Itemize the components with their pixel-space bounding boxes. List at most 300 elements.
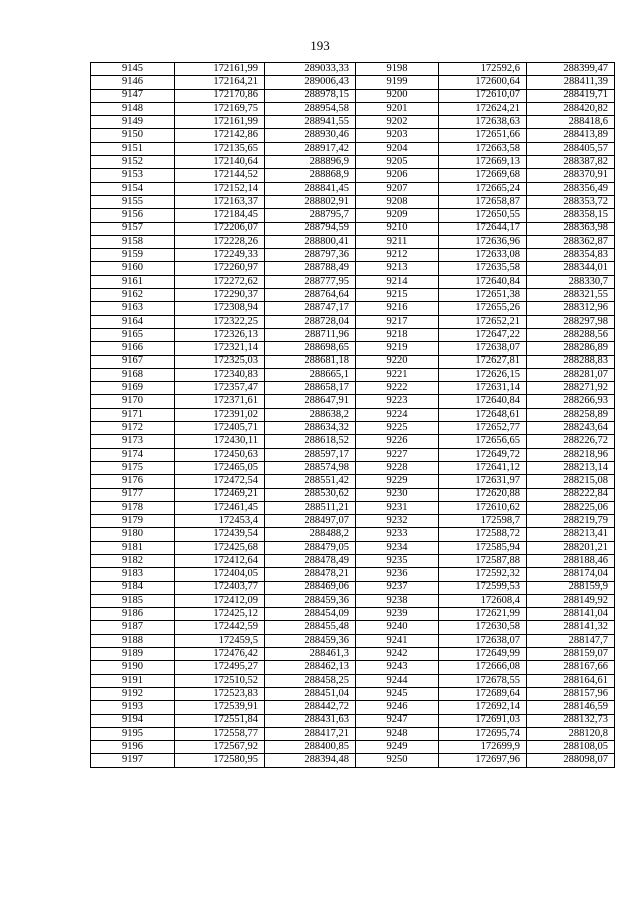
y-coordinate-cell: 288454,09 <box>265 608 356 621</box>
point-number-cell: 9159 <box>91 249 175 262</box>
y-coordinate-cell: 288222,84 <box>527 488 615 501</box>
table-row <box>91 608 615 621</box>
y-coordinate-cell: 288363,98 <box>527 222 615 235</box>
y-coordinate-cell: 289033,33 <box>265 63 356 76</box>
point-number-cell: 9223 <box>356 395 439 408</box>
point-number-cell: 9147 <box>91 89 175 102</box>
y-coordinate-cell: 288147,7 <box>527 634 615 647</box>
point-number-cell: 9185 <box>91 594 175 607</box>
y-coordinate-cell: 288344,01 <box>527 262 615 275</box>
point-number-cell: 9203 <box>356 129 439 142</box>
point-number-cell: 9193 <box>91 701 175 714</box>
y-coordinate-cell: 288800,41 <box>265 235 356 248</box>
table-row <box>91 235 615 248</box>
table-row <box>91 76 615 89</box>
point-number-cell: 9244 <box>356 674 439 687</box>
x-coordinate-cell: 172636,96 <box>439 235 527 248</box>
point-number-cell: 9162 <box>91 289 175 302</box>
y-coordinate-cell: 288218,96 <box>527 448 615 461</box>
x-coordinate-cell: 172638,07 <box>439 634 527 647</box>
y-coordinate-cell: 288362,87 <box>527 235 615 248</box>
x-coordinate-cell: 172450,63 <box>175 448 265 461</box>
x-coordinate-cell: 172357,47 <box>175 382 265 395</box>
x-coordinate-cell: 172442,59 <box>175 621 265 634</box>
point-number-cell: 9180 <box>91 528 175 541</box>
table-row <box>91 594 615 607</box>
x-coordinate-cell: 172326,13 <box>175 328 265 341</box>
x-coordinate-cell: 172551,84 <box>175 714 265 727</box>
y-coordinate-cell: 288497,07 <box>265 515 356 528</box>
y-coordinate-cell: 288681,18 <box>265 355 356 368</box>
y-coordinate-cell: 288370,91 <box>527 169 615 182</box>
y-coordinate-cell: 288213,41 <box>527 528 615 541</box>
y-coordinate-cell: 288394,48 <box>265 754 356 767</box>
y-coordinate-cell: 288411,39 <box>527 76 615 89</box>
x-coordinate-cell: 172644,17 <box>439 222 527 235</box>
point-number-cell: 9165 <box>91 328 175 341</box>
y-coordinate-cell: 288225,06 <box>527 501 615 514</box>
x-coordinate-cell: 172652,21 <box>439 315 527 328</box>
x-coordinate-cell: 172430,11 <box>175 435 265 448</box>
y-coordinate-cell: 288420,82 <box>527 102 615 115</box>
point-number-cell: 9182 <box>91 554 175 567</box>
x-coordinate-cell: 172567,92 <box>175 741 265 754</box>
point-number-cell: 9199 <box>356 76 439 89</box>
x-coordinate-cell: 172184,45 <box>175 209 265 222</box>
point-number-cell: 9216 <box>356 302 439 315</box>
point-number-cell: 9224 <box>356 408 439 421</box>
y-coordinate-cell: 288321,55 <box>527 289 615 302</box>
x-coordinate-cell: 172624,21 <box>439 102 527 115</box>
table-row <box>91 634 615 647</box>
y-coordinate-cell: 288728,04 <box>265 315 356 328</box>
point-number-cell: 9188 <box>91 634 175 647</box>
table-row <box>91 687 615 700</box>
table-row <box>91 315 615 328</box>
point-number-cell: 9247 <box>356 714 439 727</box>
table-row <box>91 169 615 182</box>
x-coordinate-cell: 172170,86 <box>175 89 265 102</box>
table-row <box>91 275 615 288</box>
point-number-cell: 9241 <box>356 634 439 647</box>
point-number-cell: 9198 <box>356 63 439 76</box>
point-number-cell: 9200 <box>356 89 439 102</box>
point-number-cell: 9230 <box>356 488 439 501</box>
point-number-cell: 9168 <box>91 368 175 381</box>
y-coordinate-cell: 288747,17 <box>265 302 356 315</box>
y-coordinate-cell: 289006,43 <box>265 76 356 89</box>
point-number-cell: 9148 <box>91 102 175 115</box>
x-coordinate-cell: 172658,87 <box>439 195 527 208</box>
point-number-cell: 9212 <box>356 249 439 262</box>
y-coordinate-cell: 288930,46 <box>265 129 356 142</box>
point-number-cell: 9238 <box>356 594 439 607</box>
x-coordinate-cell: 172592,6 <box>439 63 527 76</box>
x-coordinate-cell: 172630,58 <box>439 621 527 634</box>
x-coordinate-cell: 172678,55 <box>439 674 527 687</box>
table-row <box>91 156 615 169</box>
point-number-cell: 9170 <box>91 395 175 408</box>
point-number-cell: 9246 <box>356 701 439 714</box>
y-coordinate-cell: 288146,59 <box>527 701 615 714</box>
point-number-cell: 9196 <box>91 741 175 754</box>
y-coordinate-cell: 288462,13 <box>265 661 356 674</box>
point-number-cell: 9163 <box>91 302 175 315</box>
table-row <box>91 714 615 727</box>
table-row <box>91 435 615 448</box>
x-coordinate-cell: 172272,62 <box>175 275 265 288</box>
point-number-cell: 9154 <box>91 182 175 195</box>
table-row <box>91 422 615 435</box>
x-coordinate-cell: 172588,72 <box>439 528 527 541</box>
y-coordinate-cell: 288353,72 <box>527 195 615 208</box>
table-row <box>91 408 615 421</box>
y-coordinate-cell: 288288,56 <box>527 328 615 341</box>
x-coordinate-cell: 172142,86 <box>175 129 265 142</box>
table-row <box>91 488 615 501</box>
y-coordinate-cell: 288164,61 <box>527 674 615 687</box>
x-coordinate-cell: 172412,09 <box>175 594 265 607</box>
y-coordinate-cell: 288634,32 <box>265 422 356 435</box>
point-number-cell: 9176 <box>91 475 175 488</box>
point-number-cell: 9218 <box>356 328 439 341</box>
y-coordinate-cell: 288597,17 <box>265 448 356 461</box>
y-coordinate-cell: 288941,55 <box>265 116 356 129</box>
y-coordinate-cell: 288354,83 <box>527 249 615 262</box>
point-number-cell: 9250 <box>356 754 439 767</box>
x-coordinate-cell: 172152,14 <box>175 182 265 195</box>
point-number-cell: 9229 <box>356 475 439 488</box>
x-coordinate-cell: 172610,07 <box>439 89 527 102</box>
y-coordinate-cell: 288665,1 <box>265 368 356 381</box>
x-coordinate-cell: 172405,71 <box>175 422 265 435</box>
x-coordinate-cell: 172472,54 <box>175 475 265 488</box>
y-coordinate-cell: 288418,6 <box>527 116 615 129</box>
x-coordinate-cell: 172631,14 <box>439 382 527 395</box>
x-coordinate-cell: 172495,27 <box>175 661 265 674</box>
y-coordinate-cell: 288896,9 <box>265 156 356 169</box>
x-coordinate-cell: 172650,55 <box>439 209 527 222</box>
x-coordinate-cell: 172163,37 <box>175 195 265 208</box>
y-coordinate-cell: 288157,96 <box>527 687 615 700</box>
coordinates-table-body <box>91 63 615 768</box>
point-number-cell: 9190 <box>91 661 175 674</box>
x-coordinate-cell: 172461,45 <box>175 501 265 514</box>
point-number-cell: 9206 <box>356 169 439 182</box>
y-coordinate-cell: 288431,63 <box>265 714 356 727</box>
x-coordinate-cell: 172640,84 <box>439 275 527 288</box>
y-coordinate-cell: 288647,91 <box>265 395 356 408</box>
x-coordinate-cell: 172592,32 <box>439 568 527 581</box>
y-coordinate-cell: 288469,06 <box>265 581 356 594</box>
y-coordinate-cell: 288638,2 <box>265 408 356 421</box>
point-number-cell: 9233 <box>356 528 439 541</box>
point-number-cell: 9208 <box>356 195 439 208</box>
table-row <box>91 342 615 355</box>
y-coordinate-cell: 288413,89 <box>527 129 615 142</box>
y-coordinate-cell: 288777,95 <box>265 275 356 288</box>
y-coordinate-cell: 288288,83 <box>527 355 615 368</box>
point-number-cell: 9152 <box>91 156 175 169</box>
point-number-cell: 9164 <box>91 315 175 328</box>
point-number-cell: 9201 <box>356 102 439 115</box>
y-coordinate-cell: 288312,96 <box>527 302 615 315</box>
x-coordinate-cell: 172640,84 <box>439 395 527 408</box>
x-coordinate-cell: 172599,53 <box>439 581 527 594</box>
y-coordinate-cell: 288141,32 <box>527 621 615 634</box>
table-row <box>91 515 615 528</box>
y-coordinate-cell: 288399,47 <box>527 63 615 76</box>
table-row <box>91 63 615 76</box>
point-number-cell: 9183 <box>91 568 175 581</box>
table-row <box>91 142 615 155</box>
y-coordinate-cell: 288455,48 <box>265 621 356 634</box>
y-coordinate-cell: 288188,46 <box>527 554 615 567</box>
y-coordinate-cell: 288330,7 <box>527 275 615 288</box>
y-coordinate-cell: 288226,72 <box>527 435 615 448</box>
point-number-cell: 9243 <box>356 661 439 674</box>
x-coordinate-cell: 172598,7 <box>439 515 527 528</box>
x-coordinate-cell: 172403,77 <box>175 581 265 594</box>
x-coordinate-cell: 172627,81 <box>439 355 527 368</box>
y-coordinate-cell: 288108,05 <box>527 741 615 754</box>
point-number-cell: 9172 <box>91 422 175 435</box>
point-number-cell: 9231 <box>356 501 439 514</box>
y-coordinate-cell: 288417,21 <box>265 727 356 740</box>
table-row <box>91 621 615 634</box>
x-coordinate-cell: 172140,64 <box>175 156 265 169</box>
table-row <box>91 581 615 594</box>
x-coordinate-cell: 172608,4 <box>439 594 527 607</box>
x-coordinate-cell: 172652,77 <box>439 422 527 435</box>
point-number-cell: 9210 <box>356 222 439 235</box>
x-coordinate-cell: 172651,66 <box>439 129 527 142</box>
point-number-cell: 9145 <box>91 63 175 76</box>
point-number-cell: 9186 <box>91 608 175 621</box>
y-coordinate-cell: 288387,82 <box>527 156 615 169</box>
table-row <box>91 727 615 740</box>
y-coordinate-cell: 288511,21 <box>265 501 356 514</box>
y-coordinate-cell: 288281,07 <box>527 368 615 381</box>
x-coordinate-cell: 172206,07 <box>175 222 265 235</box>
y-coordinate-cell: 288098,07 <box>527 754 615 767</box>
y-coordinate-cell: 288458,25 <box>265 674 356 687</box>
y-coordinate-cell: 288479,05 <box>265 541 356 554</box>
x-coordinate-cell: 172585,94 <box>439 541 527 554</box>
x-coordinate-cell: 172144,52 <box>175 169 265 182</box>
point-number-cell: 9239 <box>356 608 439 621</box>
y-coordinate-cell: 288451,04 <box>265 687 356 700</box>
x-coordinate-cell: 172439,54 <box>175 528 265 541</box>
x-coordinate-cell: 172465,05 <box>175 461 265 474</box>
table-row <box>91 355 615 368</box>
y-coordinate-cell: 288868,9 <box>265 169 356 182</box>
x-coordinate-cell: 172308,94 <box>175 302 265 315</box>
x-coordinate-cell: 172161,99 <box>175 63 265 76</box>
table-row <box>91 554 615 567</box>
y-coordinate-cell: 288459,36 <box>265 634 356 647</box>
y-coordinate-cell: 288459,36 <box>265 594 356 607</box>
x-coordinate-cell: 172322,25 <box>175 315 265 328</box>
x-coordinate-cell: 172391,02 <box>175 408 265 421</box>
point-number-cell: 9166 <box>91 342 175 355</box>
point-number-cell: 9146 <box>91 76 175 89</box>
y-coordinate-cell: 288132,73 <box>527 714 615 727</box>
x-coordinate-cell: 172666,08 <box>439 661 527 674</box>
y-coordinate-cell: 288215,08 <box>527 475 615 488</box>
x-coordinate-cell: 172638,07 <box>439 342 527 355</box>
x-coordinate-cell: 172610,62 <box>439 501 527 514</box>
x-coordinate-cell: 172649,72 <box>439 448 527 461</box>
x-coordinate-cell: 172633,08 <box>439 249 527 262</box>
table-row <box>91 249 615 262</box>
point-number-cell: 9202 <box>356 116 439 129</box>
point-number-cell: 9226 <box>356 435 439 448</box>
y-coordinate-cell: 288764,64 <box>265 289 356 302</box>
y-coordinate-cell: 288159,07 <box>527 648 615 661</box>
x-coordinate-cell: 172340,83 <box>175 368 265 381</box>
point-number-cell: 9235 <box>356 554 439 567</box>
point-number-cell: 9158 <box>91 235 175 248</box>
x-coordinate-cell: 172587,88 <box>439 554 527 567</box>
table-row <box>91 701 615 714</box>
point-number-cell: 9194 <box>91 714 175 727</box>
table-row <box>91 648 615 661</box>
x-coordinate-cell: 172412,64 <box>175 554 265 567</box>
y-coordinate-cell: 288120,8 <box>527 727 615 740</box>
y-coordinate-cell: 288478,21 <box>265 568 356 581</box>
point-number-cell: 9151 <box>91 142 175 155</box>
point-number-cell: 9167 <box>91 355 175 368</box>
point-number-cell: 9150 <box>91 129 175 142</box>
point-number-cell: 9179 <box>91 515 175 528</box>
point-number-cell: 9219 <box>356 342 439 355</box>
y-coordinate-cell: 288201,21 <box>527 541 615 554</box>
y-coordinate-cell: 288795,7 <box>265 209 356 222</box>
table-row <box>91 461 615 474</box>
x-coordinate-cell: 172161,99 <box>175 116 265 129</box>
table-row <box>91 661 615 674</box>
point-number-cell: 9197 <box>91 754 175 767</box>
x-coordinate-cell: 172290,37 <box>175 289 265 302</box>
point-number-cell: 9156 <box>91 209 175 222</box>
y-coordinate-cell: 288141,04 <box>527 608 615 621</box>
table-row <box>91 501 615 514</box>
y-coordinate-cell: 288258,89 <box>527 408 615 421</box>
point-number-cell: 9236 <box>356 568 439 581</box>
y-coordinate-cell: 288711,96 <box>265 328 356 341</box>
point-number-cell: 9221 <box>356 368 439 381</box>
table-row <box>91 222 615 235</box>
point-number-cell: 9220 <box>356 355 439 368</box>
x-coordinate-cell: 172249,33 <box>175 249 265 262</box>
table-row <box>91 448 615 461</box>
y-coordinate-cell: 288297,98 <box>527 315 615 328</box>
table-row <box>91 262 615 275</box>
x-coordinate-cell: 172692,14 <box>439 701 527 714</box>
table-row <box>91 674 615 687</box>
point-number-cell: 9178 <box>91 501 175 514</box>
x-coordinate-cell: 172641,12 <box>439 461 527 474</box>
x-coordinate-cell: 172689,64 <box>439 687 527 700</box>
point-number-cell: 9157 <box>91 222 175 235</box>
y-coordinate-cell: 288149,92 <box>527 594 615 607</box>
table-row <box>91 328 615 341</box>
table-row <box>91 475 615 488</box>
point-number-cell: 9213 <box>356 262 439 275</box>
point-number-cell: 9153 <box>91 169 175 182</box>
table-row <box>91 302 615 315</box>
y-coordinate-cell: 288271,92 <box>527 382 615 395</box>
table-row <box>91 209 615 222</box>
x-coordinate-cell: 172647,22 <box>439 328 527 341</box>
y-coordinate-cell: 288574,98 <box>265 461 356 474</box>
point-number-cell: 9169 <box>91 382 175 395</box>
x-coordinate-cell: 172651,38 <box>439 289 527 302</box>
table-row <box>91 289 615 302</box>
x-coordinate-cell: 172260,97 <box>175 262 265 275</box>
table-row <box>91 195 615 208</box>
table-row <box>91 395 615 408</box>
x-coordinate-cell: 172656,65 <box>439 435 527 448</box>
y-coordinate-cell: 288488,2 <box>265 528 356 541</box>
point-number-cell: 9189 <box>91 648 175 661</box>
x-coordinate-cell: 172691,03 <box>439 714 527 727</box>
table-row <box>91 368 615 381</box>
point-number-cell: 9204 <box>356 142 439 155</box>
y-coordinate-cell: 288167,66 <box>527 661 615 674</box>
y-coordinate-cell: 288954,58 <box>265 102 356 115</box>
point-number-cell: 9160 <box>91 262 175 275</box>
x-coordinate-cell: 172649,99 <box>439 648 527 661</box>
x-coordinate-cell: 172620,88 <box>439 488 527 501</box>
x-coordinate-cell: 172453,4 <box>175 515 265 528</box>
x-coordinate-cell: 172669,68 <box>439 169 527 182</box>
table-row <box>91 116 615 129</box>
y-coordinate-cell: 288530,62 <box>265 488 356 501</box>
x-coordinate-cell: 172669,13 <box>439 156 527 169</box>
coordinates-table <box>90 62 615 768</box>
point-number-cell: 9217 <box>356 315 439 328</box>
point-number-cell: 9181 <box>91 541 175 554</box>
x-coordinate-cell: 172697,96 <box>439 754 527 767</box>
y-coordinate-cell: 288658,17 <box>265 382 356 395</box>
y-coordinate-cell: 288478,49 <box>265 554 356 567</box>
x-coordinate-cell: 172228,26 <box>175 235 265 248</box>
point-number-cell: 9214 <box>356 275 439 288</box>
x-coordinate-cell: 172425,12 <box>175 608 265 621</box>
y-coordinate-cell: 288442,72 <box>265 701 356 714</box>
point-number-cell: 9225 <box>356 422 439 435</box>
point-number-cell: 9222 <box>356 382 439 395</box>
y-coordinate-cell: 288356,49 <box>527 182 615 195</box>
point-number-cell: 9242 <box>356 648 439 661</box>
x-coordinate-cell: 172539,91 <box>175 701 265 714</box>
y-coordinate-cell: 288461,3 <box>265 648 356 661</box>
point-number-cell: 9149 <box>91 116 175 129</box>
table-row <box>91 568 615 581</box>
y-coordinate-cell: 288917,42 <box>265 142 356 155</box>
x-coordinate-cell: 172404,05 <box>175 568 265 581</box>
y-coordinate-cell: 288802,91 <box>265 195 356 208</box>
x-coordinate-cell: 172665,24 <box>439 182 527 195</box>
y-coordinate-cell: 288698,65 <box>265 342 356 355</box>
y-coordinate-cell: 288978,15 <box>265 89 356 102</box>
y-coordinate-cell: 288841,45 <box>265 182 356 195</box>
x-coordinate-cell: 172695,74 <box>439 727 527 740</box>
y-coordinate-cell: 288405,57 <box>527 142 615 155</box>
x-coordinate-cell: 172638,63 <box>439 116 527 129</box>
